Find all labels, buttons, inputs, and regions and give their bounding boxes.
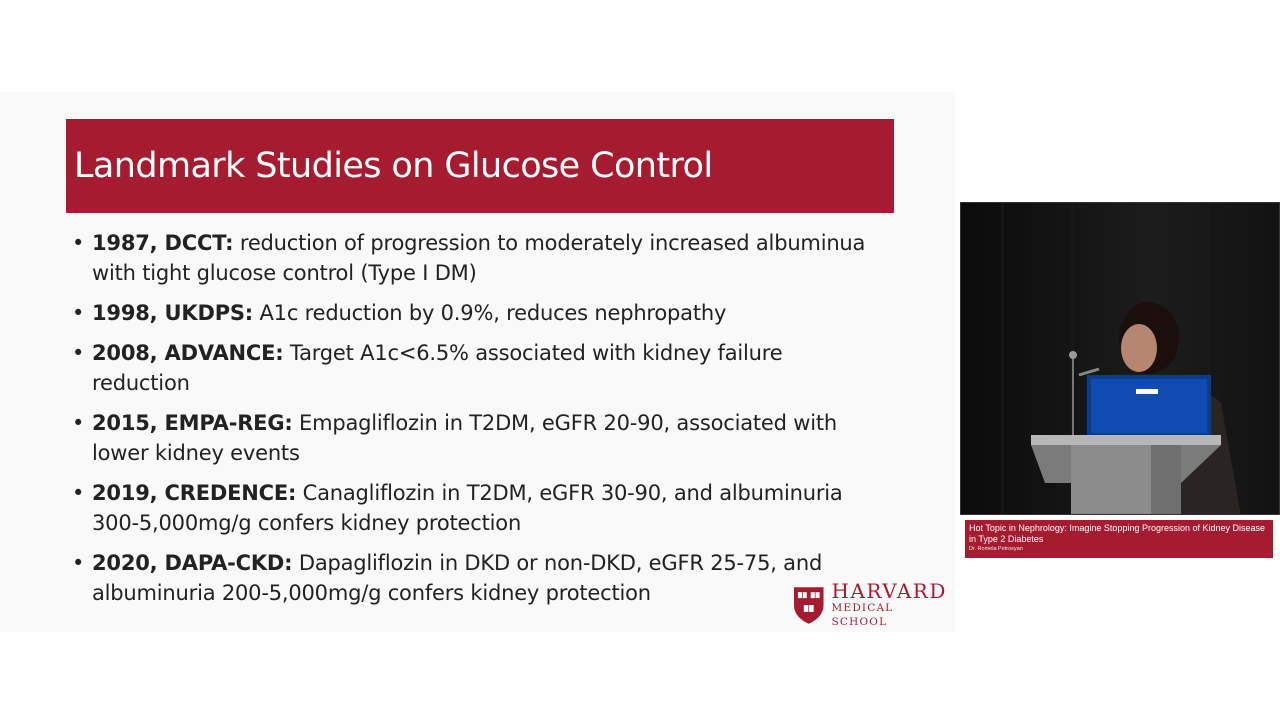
bullet-item <box>72 478 882 538</box>
speaker-video-feed <box>960 202 1280 515</box>
bullet-lead: 1998, UKDPS: <box>92 301 254 325</box>
bullet-item <box>72 408 882 468</box>
bullet-text: Empagliflozin in T2DM, eGFR 20-90, associated with lower kidney events <box>92 411 837 465</box>
bullet-text: reduction of progression to moderately increased albuminua with tight glucose control (Type I DM) <box>92 231 866 285</box>
logo-name: HARVARD <box>831 579 947 603</box>
bullet-dot: • <box>72 551 85 575</box>
bullet-list <box>72 228 882 618</box>
bullet-lead: 2020, DAPA-CKD: <box>92 551 293 575</box>
bullet-text: Dapagliflozin in DKD or non-DKD, eGFR 25-75, and albuminuria 200-5,000mg/g confers kidney protection <box>92 551 823 605</box>
bullet-text: A1c reduction by 0.9%, reduces nephropathy <box>253 301 727 325</box>
bullet-text: Target A1c<6.5% associated with kidney failure reduction <box>92 341 783 395</box>
bullet-lead: 2019, CREDENCE: <box>92 481 297 505</box>
bullet-dot: • <box>72 481 85 505</box>
bullet-item <box>72 228 882 288</box>
caption-speaker: Dr. Romela Petrosyan <box>969 546 1023 552</box>
harvard-logo <box>792 579 952 628</box>
bullet-dot: • <box>72 411 85 435</box>
bullet-lead: 1987, DCCT: <box>92 231 234 255</box>
bullet-item <box>72 298 882 328</box>
bullet-dot: • <box>72 231 85 255</box>
bullet-dot: • <box>72 341 85 365</box>
slide-title: Landmark Studies on Glucose Control <box>74 146 713 186</box>
bullet-lead: 2008, ADVANCE: <box>92 341 284 365</box>
veritas-shield-icon <box>792 585 826 625</box>
logo-subtitle: MEDICAL SCHOOL <box>831 602 894 628</box>
bullet-item <box>72 338 882 398</box>
caption-title: Hot Topic in Nephrology: Imagine Stopping Progression of Kidney Disease in Type 2 Diabetes <box>969 523 1266 544</box>
video-caption <box>965 520 1273 558</box>
bullet-lead: 2015, EMPA-REG: <box>92 411 293 435</box>
speaker-scene <box>961 203 1280 515</box>
logo-text <box>832 581 953 629</box>
slide-title-bar <box>66 119 894 213</box>
bullet-dot: • <box>72 301 85 325</box>
bullet-text: Canagliflozin in T2DM, eGFR 30-90, and albuminuria 300-5,000mg/g confers kidney protection <box>92 481 843 535</box>
bullet-item <box>72 548 882 608</box>
